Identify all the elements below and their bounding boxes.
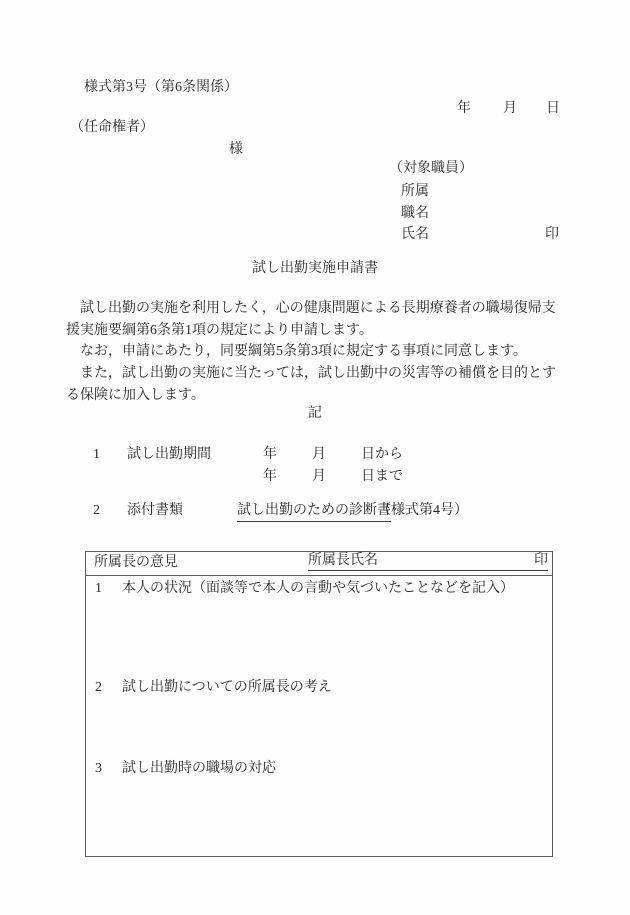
opinion-item-workplace-response xyxy=(95,761,276,776)
body-line: なお，申請にあたり，同要綱第5条第3項に規定する事項に同意します。 xyxy=(66,344,527,359)
opinion-item-text: 試し出勤についての所属長の考え xyxy=(122,680,332,695)
period-item-label: 試し出勤期間 xyxy=(127,447,211,462)
form-number: 様式第3号（第6条関係） xyxy=(84,80,238,95)
job-title-label: 職名 xyxy=(401,206,429,221)
period-from-year-label: 年 xyxy=(263,447,277,462)
opinion-item-situation xyxy=(95,581,514,596)
opinion-item-text: 試し出勤時の職場の対応 xyxy=(122,761,276,776)
opinion-item-text: 本人の状況（面談等で本人の言動や気づいたことなどを記入） xyxy=(122,581,514,596)
supervisor-seal-label: 印 xyxy=(534,553,548,568)
affiliation-label: 所属 xyxy=(401,184,429,199)
body-line: また，試し出勤の実施に当たっては，試し出勤中の災害等の補償を目的とす xyxy=(66,366,556,381)
opinion-item-number: 2 xyxy=(95,680,102,695)
opinion-item-thoughts xyxy=(95,680,332,695)
attachment-document-note: （様式第4号） xyxy=(377,503,468,518)
name-label: 氏名 xyxy=(401,227,429,242)
attachment-document-name: 試し出勤のための診断書 xyxy=(237,503,391,522)
period-to-year-label: 年 xyxy=(263,469,277,484)
supervisor-opinion-label: 所属長の意見 xyxy=(94,555,178,570)
date-day-label: 日 xyxy=(546,101,560,116)
document-title: 試し出勤実施申請書 xyxy=(252,261,378,276)
applicant-seal-label: 印 xyxy=(545,227,559,242)
opinion-table-header xyxy=(86,552,552,576)
supervisor-name-label: 所属長氏名 xyxy=(308,553,378,568)
opinion-item-number: 1 xyxy=(95,581,102,596)
period-to-month-label: 月 xyxy=(312,469,326,484)
period-from-day-label: 日から xyxy=(361,447,403,462)
body-line: 援実施要綱第6条第1項の規定により申請します。 xyxy=(66,323,373,338)
body-line: 試し出勤の実施を利用したく，心の健康問題による長期療養者の職場復帰支 xyxy=(66,301,556,316)
period-item-number: 1 xyxy=(93,447,100,462)
attachment-item-label: 添付書類 xyxy=(127,503,183,518)
applicant-heading: （対象職員） xyxy=(389,161,473,176)
period-to-day-label: 日まで xyxy=(361,469,403,484)
record-heading: 記 xyxy=(308,406,322,421)
supervisor-opinion-table xyxy=(85,551,553,857)
supervisor-name-seal-line xyxy=(308,553,548,571)
appointing-authority-label: （任命権者） xyxy=(70,120,154,135)
opinion-item-number: 3 xyxy=(95,761,102,776)
period-from-month-label: 月 xyxy=(312,447,326,462)
date-month-label: 月 xyxy=(503,101,517,116)
date-year-label: 年 xyxy=(457,101,471,116)
honorific-sama: 様 xyxy=(229,142,243,157)
body-line: る保険に加入します。 xyxy=(66,388,205,403)
attachment-item-number: 2 xyxy=(93,503,100,518)
